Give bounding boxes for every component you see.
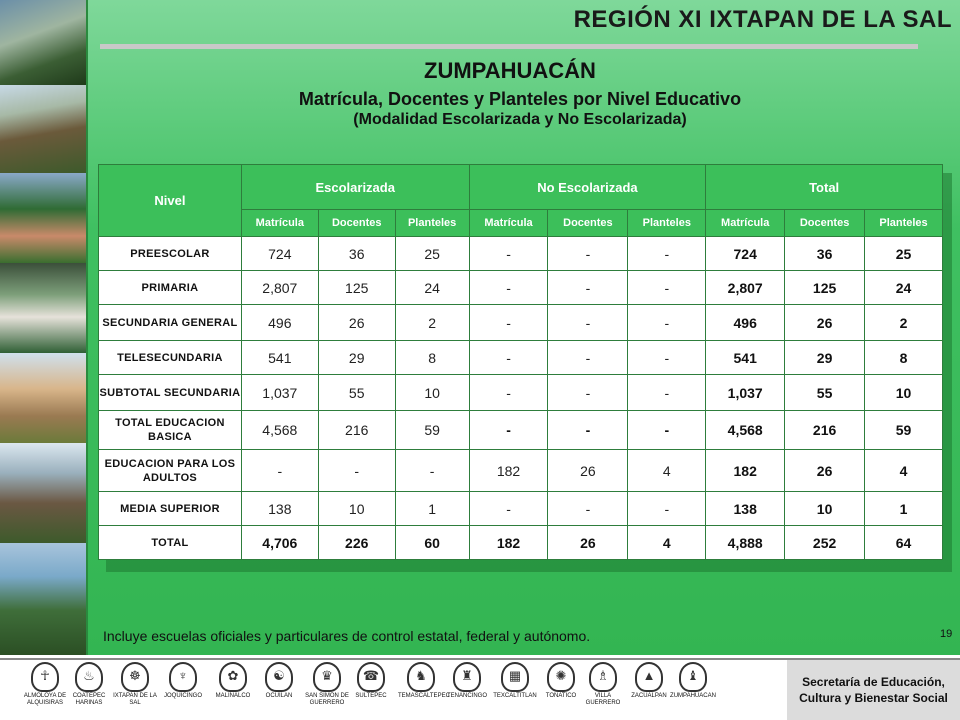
municipality-logo-label: SULTEPEC: [355, 693, 387, 699]
table-cell: -: [469, 375, 548, 411]
subheader-planteles: Planteles: [865, 210, 943, 237]
region-title: REGIÓN XI IXTAPAN DE LA SAL: [573, 6, 952, 33]
table-cell: 26: [318, 305, 395, 341]
table-cell: 59: [395, 411, 469, 450]
table-cell: -: [548, 375, 628, 411]
table-cell: 125: [785, 271, 865, 305]
municipality-logo: [160, 662, 206, 700]
municipality-logo: [444, 662, 490, 700]
landscape-photo: [0, 443, 88, 543]
municipality-logo: [22, 662, 68, 707]
table-cell: -: [318, 450, 395, 492]
table-cell: 8: [395, 341, 469, 375]
municipality-logo: [256, 662, 302, 700]
table-cell: 2,807: [706, 271, 785, 305]
table-body: [99, 237, 943, 560]
table-cell: -: [628, 271, 706, 305]
row-level-label: TELESECUNDARIA: [99, 341, 242, 375]
glyph-icon: ♝: [679, 662, 707, 692]
table-cell: 8: [865, 341, 943, 375]
table-cell: 1: [865, 492, 943, 526]
municipality-title: ZUMPAHUACÁN: [424, 58, 596, 83]
table-row: [99, 271, 943, 305]
table-cell: -: [469, 305, 548, 341]
table-cell: 26: [785, 450, 865, 492]
glyph-icon: ♨: [75, 662, 103, 692]
glyph-icon: ☸: [121, 662, 149, 692]
table-cell: 216: [318, 411, 395, 450]
table-cell: -: [469, 341, 548, 375]
subheader-planteles: Planteles: [395, 210, 469, 237]
glyph-icon: ♛: [313, 662, 341, 692]
header-escolarizada: Escolarizada: [241, 165, 469, 210]
table-cell: 138: [706, 492, 785, 526]
municipality-logo-label: ALMOLOYA DE ALQUISIRAS: [23, 693, 67, 706]
table-cell: -: [548, 492, 628, 526]
municipality-logo-label: TEXCALTITLAN: [493, 693, 537, 699]
table-cell: 1,037: [241, 375, 318, 411]
table-cell: 64: [865, 526, 943, 560]
table-cell: 496: [706, 305, 785, 341]
table-cell: 1: [395, 492, 469, 526]
page-number: 19: [940, 628, 953, 640]
table-cell: 25: [395, 237, 469, 271]
municipality-logo-label: IXTAPAN DE LA SAL: [113, 693, 157, 706]
municipality-logo: [112, 662, 158, 707]
table-row: [99, 237, 943, 271]
table-cell: 541: [241, 341, 318, 375]
table-cell: 36: [318, 237, 395, 271]
municipality-logo-label: SAN SIMON DE GUERRERO: [305, 693, 349, 706]
row-level-label: TOTAL: [99, 526, 242, 560]
table-cell: 216: [785, 411, 865, 450]
municipality-logo-label: OCUILAN: [265, 693, 293, 699]
subheader-docentes: Docentes: [785, 210, 865, 237]
row-level-label: EDUCACION PARA LOS ADULTOS: [99, 450, 242, 492]
table-cell: 59: [865, 411, 943, 450]
table-cell: 182: [469, 526, 548, 560]
glyph-icon: ✺: [547, 662, 575, 692]
row-level-label: MEDIA SUPERIOR: [99, 492, 242, 526]
table-cell: 10: [395, 375, 469, 411]
table-cell: -: [548, 411, 628, 450]
table-cell: 182: [706, 450, 785, 492]
table-cell: 2: [395, 305, 469, 341]
table-cell: 26: [785, 305, 865, 341]
table-cell: 36: [785, 237, 865, 271]
table-cell: -: [628, 411, 706, 450]
municipality-logo-label: ZACUALPAN: [631, 693, 667, 699]
table-row: [99, 492, 943, 526]
glyph-icon: ☯: [265, 662, 293, 692]
municipality-logo: [580, 662, 626, 707]
table-cell: 24: [395, 271, 469, 305]
table-cell: 2: [865, 305, 943, 341]
table-cell: -: [395, 450, 469, 492]
glyph-icon: ♞: [407, 662, 435, 692]
table-cell: 24: [865, 271, 943, 305]
table-cell: 496: [241, 305, 318, 341]
table-cell: -: [469, 271, 548, 305]
municipality-logo: [398, 662, 450, 700]
table-cell: -: [628, 375, 706, 411]
landscape-photo: [0, 353, 88, 443]
table-cell: 10: [318, 492, 395, 526]
enrollment-table: [98, 164, 943, 560]
table-row: [99, 305, 943, 341]
table-cell: 182: [469, 450, 548, 492]
footnote: Incluye escuelas oficiales y particulares de control estatal, federal y autónomo.: [103, 628, 591, 644]
glyph-icon: ▦: [501, 662, 529, 692]
municipality-logo-label: TEMASCALTEPEC: [398, 693, 450, 699]
row-level-label: SUBTOTAL SECUNDARIA: [99, 375, 242, 411]
municipality-logo-label: TONATICO: [545, 693, 577, 699]
municipality-logo: [492, 662, 538, 700]
table-cell: 724: [706, 237, 785, 271]
table-cell: -: [469, 237, 548, 271]
table-cell: 60: [395, 526, 469, 560]
municipality-logo-label: ZUMPAHUACAN: [670, 693, 716, 699]
table-cell: 4,568: [241, 411, 318, 450]
table-cell: 252: [785, 526, 865, 560]
table-cell: 10: [865, 375, 943, 411]
subheader-matricula: Matrícula: [706, 210, 785, 237]
table-row: [99, 411, 943, 450]
glyph-icon: ✿: [219, 662, 247, 692]
table-cell: 2,807: [241, 271, 318, 305]
subtitle-modality: (Modalidad Escolarizada y No Escolarizada): [353, 111, 687, 128]
municipality-logo: [210, 662, 256, 700]
table-cell: 4: [628, 450, 706, 492]
subheader-matricula: Matrícula: [241, 210, 318, 237]
table-cell: 26: [548, 450, 628, 492]
table-cell: 29: [785, 341, 865, 375]
row-level-label: TOTAL EDUCACION BASICA: [99, 411, 242, 450]
table-row: [99, 375, 943, 411]
municipality-logo: [538, 662, 584, 700]
table-cell: -: [469, 492, 548, 526]
table-cell: 125: [318, 271, 395, 305]
table-cell: 724: [241, 237, 318, 271]
table-cell: -: [628, 305, 706, 341]
header-no-escolarizada: No Escolarizada: [469, 165, 706, 210]
table-cell: -: [628, 492, 706, 526]
subheader-docentes: Docentes: [548, 210, 628, 237]
table-cell: 29: [318, 341, 395, 375]
subheader-planteles: Planteles: [628, 210, 706, 237]
glyph-icon: ☎: [357, 662, 385, 692]
row-level-label: PRIMARIA: [99, 271, 242, 305]
header-nivel: Nivel: [99, 165, 242, 237]
subheader-matricula: Matrícula: [469, 210, 548, 237]
secretaria-line-1: Secretaría de Educación,: [802, 675, 945, 689]
glyph-icon: ♜: [453, 662, 481, 692]
municipality-logo: [626, 662, 672, 700]
glyph-icon: ♆: [169, 662, 197, 692]
table-cell: -: [548, 271, 628, 305]
municipality-logo: [304, 662, 350, 707]
table-cell: -: [469, 411, 548, 450]
municipality-logo-label: TENANCINGO: [446, 693, 487, 699]
secretaria-line-2: Cultura y Bienestar Social: [799, 691, 948, 705]
row-level-label: SECUNDARIA GENERAL: [99, 305, 242, 341]
table-cell: 541: [706, 341, 785, 375]
table-row: [99, 450, 943, 492]
landscape-photo: [0, 263, 88, 353]
table-cell: 4,568: [706, 411, 785, 450]
table-cell: 26: [548, 526, 628, 560]
table-cell: 138: [241, 492, 318, 526]
table-cell: 55: [785, 375, 865, 411]
table-cell: -: [628, 237, 706, 271]
municipality-logo: [670, 662, 716, 700]
table-row: [99, 341, 943, 375]
table-cell: 25: [865, 237, 943, 271]
landscape-photo: [0, 543, 88, 655]
subtitle: Matrícula, Docentes y Planteles por Nivel Educativo: [298, 89, 742, 109]
table-row: [99, 526, 943, 560]
landscape-photo: [0, 173, 88, 263]
table-cell: 4: [628, 526, 706, 560]
municipality-logo: [348, 662, 394, 700]
table-cell: 1,037: [706, 375, 785, 411]
table-cell: -: [548, 237, 628, 271]
municipality-logo-label: JOQUICINGO: [163, 693, 202, 699]
table-cell: 10: [785, 492, 865, 526]
table-cell: -: [628, 341, 706, 375]
table-cell: 4,706: [241, 526, 318, 560]
header-total: Total: [706, 165, 943, 210]
glyph-icon: ☥: [31, 662, 59, 692]
secretaria-block: [787, 660, 960, 720]
table-cell: 4,888: [706, 526, 785, 560]
subheader-docentes: Docentes: [318, 210, 395, 237]
glyph-icon: ▲: [635, 662, 663, 692]
table-cell: 4: [865, 450, 943, 492]
row-level-label: PREESCOLAR: [99, 237, 242, 271]
table-cell: 226: [318, 526, 395, 560]
table-cell: -: [548, 341, 628, 375]
table-cell: -: [548, 305, 628, 341]
table-cell: -: [241, 450, 318, 492]
municipality-logo-label: COATEPEC HARINAS: [72, 693, 106, 706]
table-cell: 55: [318, 375, 395, 411]
municipality-logo-label: MALINALCO: [215, 693, 251, 699]
municipality-logo-label: VILLA GUERRERO: [585, 693, 621, 706]
glyph-icon: ♗: [589, 662, 617, 692]
municipality-logo: [66, 662, 112, 707]
title-underline: [100, 44, 918, 49]
